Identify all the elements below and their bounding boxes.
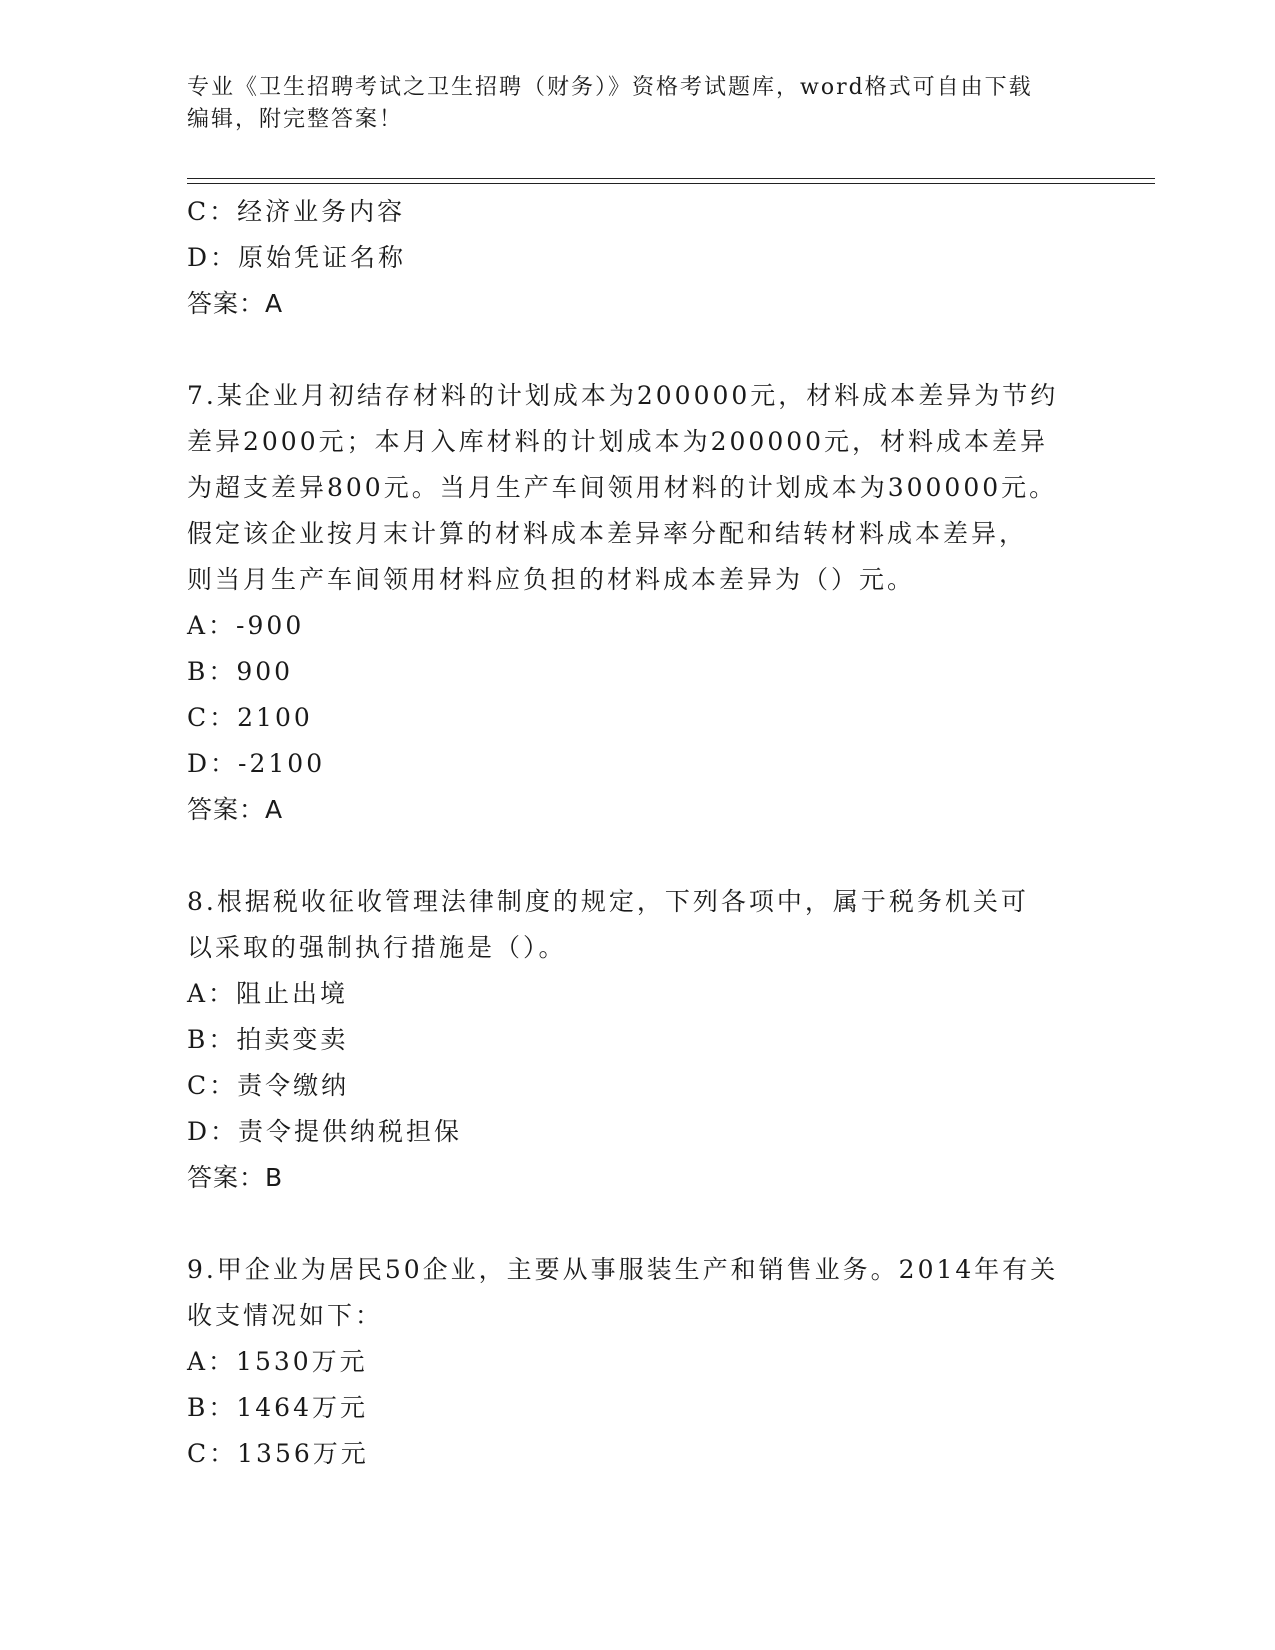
option-d: D：原始凭证名称 [187, 243, 407, 272]
question-9 [187, 1247, 1087, 1477]
question-stem-line: 假定该企业按月末计算的材料成本差异率分配和结转材料成本差异， [187, 519, 1028, 548]
header-line-1: 专业《卫生招聘考试之卫生招聘（财务）》资格考试题库，word格式可自由下载 [187, 75, 1033, 100]
option-d: D：-2100 [187, 749, 326, 778]
option-d: D：责令提供纳税担保 [187, 1117, 463, 1146]
question-6 [187, 189, 1087, 327]
spacer [187, 327, 1087, 373]
spacer [187, 833, 1087, 879]
header-line-2: 编辑，附完整答案！ [187, 107, 404, 132]
option-c: C：经济业务内容 [187, 197, 406, 226]
option-a: A：-900 [187, 611, 305, 640]
option-c: C：责令缴纳 [187, 1071, 350, 1100]
answer: 答案：A [187, 795, 284, 824]
question-stem-line: 收支情况如下： [187, 1301, 384, 1330]
answer: 答案：A [187, 289, 284, 318]
question-8 [187, 879, 1087, 1201]
header-divider-top [187, 178, 1155, 179]
question-stem-line: 以采取的强制执行措施是（）。 [187, 933, 567, 962]
option-c: C：1356万元 [187, 1439, 369, 1468]
question-stem-line: 则当月生产车间领用材料应负担的材料成本差异为（）元。 [187, 565, 916, 594]
question-stem-line: 9.甲企业为居民50企业，主要从事服装生产和销售业务。2014年有关 [187, 1255, 1059, 1284]
question-list [187, 189, 1087, 1477]
answer: 答案：B [187, 1163, 284, 1192]
question-stem-line: 8.根据税收征收管理法律制度的规定，下列各项中，属于税务机关可 [187, 887, 1029, 916]
question-stem-line: 差异2000元；本月入库材料的计划成本为200000元，材料成本差异 [187, 427, 1049, 456]
option-b: B：拍卖变卖 [187, 1025, 349, 1054]
question-stem-line: 7.某企业月初结存材料的计划成本为200000元，材料成本差异为节约 [187, 381, 1059, 410]
option-b: B：1464万元 [187, 1393, 368, 1422]
option-b: B：900 [187, 657, 294, 686]
option-a: A：阻止出境 [187, 979, 349, 1008]
option-a: A：1530万元 [187, 1347, 368, 1376]
header-divider-bottom [187, 183, 1155, 184]
document-header [187, 72, 1087, 136]
question-stem-line: 为超支差异800元。当月生产车间领用材料的计划成本为300000元。 [187, 473, 1058, 502]
spacer [187, 1201, 1087, 1247]
option-c: C：2100 [187, 703, 313, 732]
question-7 [187, 373, 1087, 833]
